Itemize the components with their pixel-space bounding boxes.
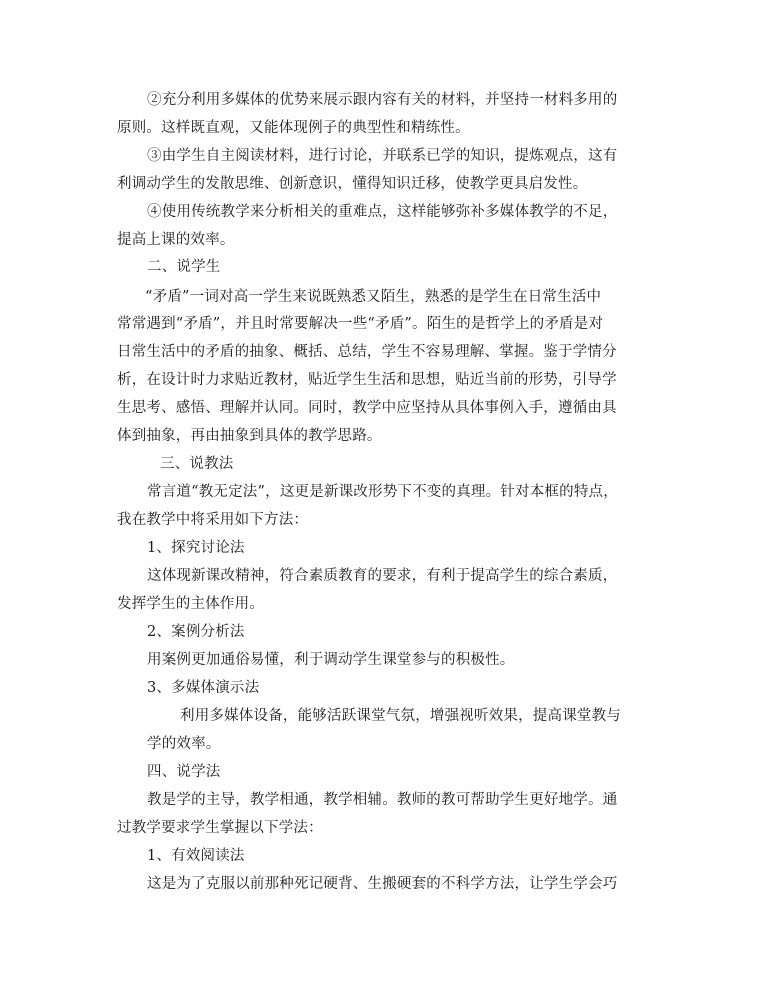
subsection-heading: 2、案例分析法 — [147, 624, 245, 640]
paragraph-line: ②充分利用多媒体的优势来展示跟内容有关的材料，并坚持一材料多用的 — [147, 92, 618, 108]
paragraph-line: 提高上课的效率。 — [117, 232, 235, 248]
paragraph-line: 体到抽象，再由抽象到具体的教学思路。 — [117, 428, 382, 444]
paragraph-line: 学的效率。 — [147, 736, 221, 752]
paragraph-line: 我在教学中将采用如下方法： — [117, 512, 309, 528]
paragraph-line: 用案例更加通俗易懂，利于调动学生课堂参与的积极性。 — [147, 652, 515, 668]
paragraph-line: ④使用传统教学来分析相关的重难点，这样能够弥补多媒体教学的不足， — [147, 204, 618, 220]
paragraph-line: 原则。这样既直观，又能体现例子的典型性和精练性。 — [117, 120, 470, 136]
subsection-heading: 1、探究讨论法 — [147, 540, 245, 556]
paragraph-line: 利用多媒体设备，能够活跃课堂气氛，增强视听效果，提高课堂教与 — [180, 708, 621, 724]
paragraph-line: “矛盾”一词对高一学生来说既熟悉又陌生，熟悉的是学生在日常生活中 — [145, 289, 602, 305]
section-heading: 四、说学法 — [147, 764, 221, 780]
section-heading: 二、说学生 — [147, 259, 221, 275]
subsection-heading: 3、多媒体演示法 — [147, 680, 260, 696]
paragraph-line: 这是为了克服以前那种死记硬背、生搬硬套的不科学方法，让学生学会巧 — [147, 876, 618, 892]
paragraph-line: 析，在设计时力求贴近教材，贴近学生生活和思想，贴近当前的形势，引导学 — [117, 372, 617, 388]
paragraph-line: 利调动学生的发散思维、创新意识，懂得知识迁移，使教学更具启发性。 — [117, 176, 588, 192]
paragraph-line: 教是学的主导，教学相通，教学相辅。教师的教可帮助学生更好地学。通 — [147, 792, 618, 808]
paragraph-line: 生思考、感悟、理解并认同。同时，教学中应坚持从具体事例入手，遵循由具 — [117, 400, 617, 416]
paragraph-line: ③由学生自主阅读材料，进行讨论，并联系已学的知识，提炼观点，这有 — [147, 148, 618, 164]
subsection-heading: 1、有效阅读法 — [147, 848, 245, 864]
paragraph-line: 过教学要求学生掌握以下学法： — [117, 820, 323, 836]
paragraph-line: 常言道“教无定法”，这更是新课改形势下不变的真理。针对本框的特点， — [147, 484, 618, 500]
paragraph-line: 日常生活中的矛盾的抽象、概括、总结，学生不容易理解、掌握。鉴于学情分 — [117, 344, 617, 360]
paragraph-line: 发挥学生的主体作用。 — [117, 596, 264, 612]
section-heading: 三、说教法 — [160, 456, 234, 472]
paragraph-line: 这体现新课改精神，符合素质教育的要求，有利于提高学生的综合素质， — [147, 568, 618, 584]
paragraph-line: 常常遇到“矛盾”，并且时常要解决一些“矛盾”。陌生的是哲学上的矛盾是对 — [117, 316, 604, 332]
